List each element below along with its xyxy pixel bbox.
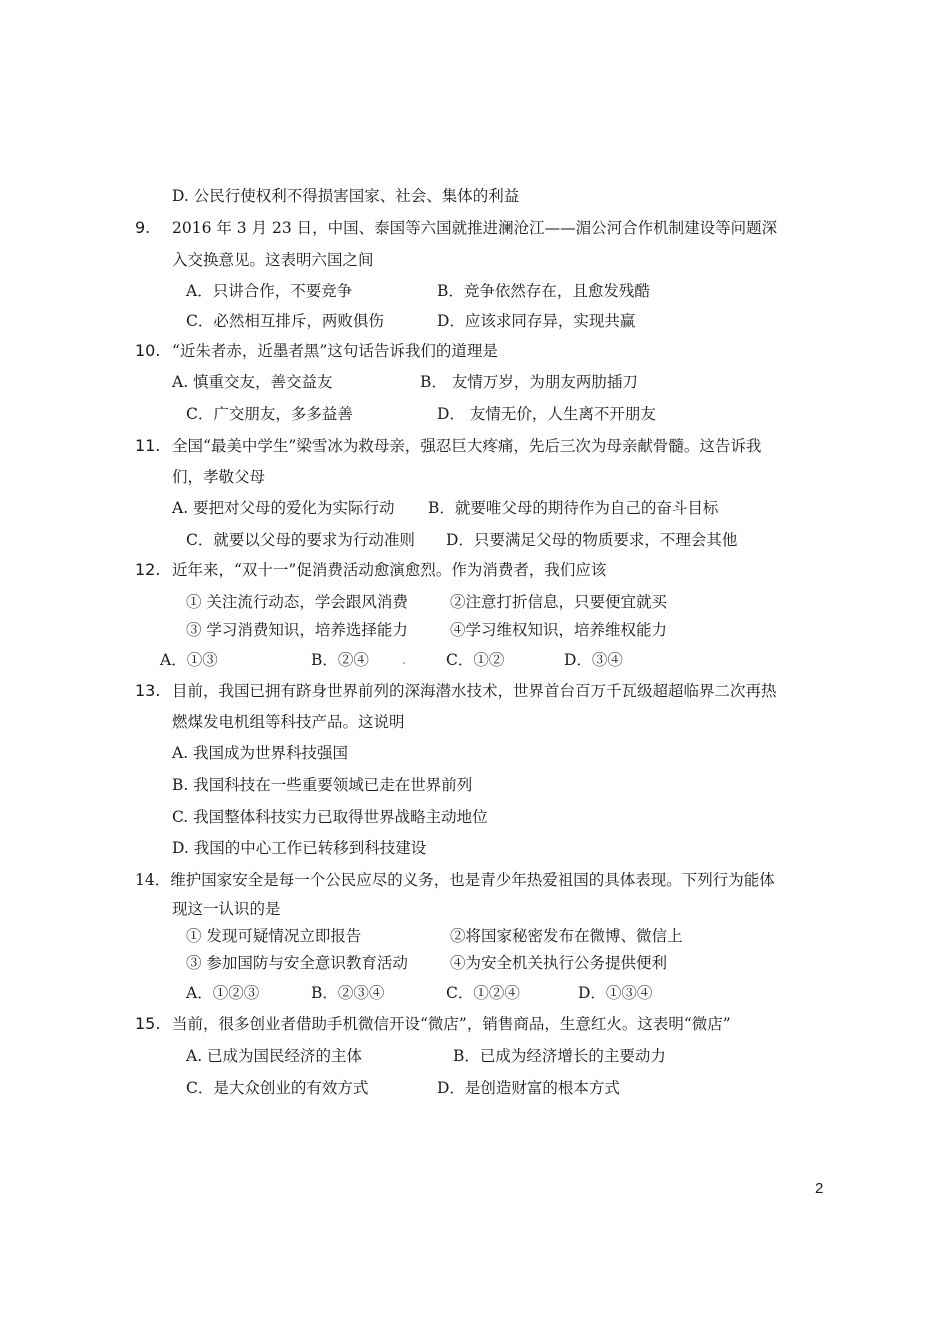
q14-statement-4: ④为安全机关执行公务提供便利 [450, 954, 668, 972]
q9-option-b: B．竞争依然存在，且愈发残酷 [437, 282, 650, 300]
q9-number: 9. [135, 218, 151, 237]
q12-option-c: C．①② [446, 651, 505, 669]
q11-option-a: A. 要把对父母的爱化为实际行动 [172, 499, 395, 517]
q14-option-a: A．①②③ [186, 984, 260, 1002]
q11-option-b: B．就要唯父母的期待作为自己的奋斗目标 [428, 499, 719, 517]
q15-number: 15. [135, 1014, 161, 1033]
q10-option-d: D． 友情无价，人生离不开朋友 [437, 405, 656, 423]
q9-option-a: A．只讲合作，不要竞争 [186, 282, 353, 300]
q14-statement-3: ③ 参加国防与安全意识教育活动 [186, 954, 408, 972]
q14-option-c: C．①②④ [446, 984, 520, 1002]
q13-stem-line1: 目前，我国已拥有跻身世界前列的深海潜水技术，世界首台百万千瓦级超超临界二次再热 [172, 682, 777, 700]
q12-option-b: B．②④ [311, 651, 369, 669]
q14-statement-2: ②将国家秘密发布在微博、微信上 [450, 927, 683, 945]
q9-option-c: C．必然相互排斥，两败俱伤 [186, 312, 384, 330]
q14-statement-1: ① 发现可疑情况立即报告 [186, 927, 362, 945]
q12-number: 12. [135, 560, 161, 579]
q13-option-c: C. 我国整体科技实力已取得世界战略主动地位 [172, 808, 488, 826]
q11-option-c: C．就要以父母的要求为行动准则 [186, 531, 415, 549]
q11-option-d: D．只要满足父母的物质要求，不理会其他 [446, 531, 738, 549]
q10-number: 10. [135, 341, 161, 360]
q14-stem-line2: 现这一认识的是 [172, 900, 281, 918]
q9-option-d: D．应该求同存异，实现共赢 [437, 312, 636, 330]
q15-option-d: D．是创造财富的根本方式 [437, 1079, 620, 1097]
q9-stem-line2: 入交换意见。这表明六国之间 [172, 251, 374, 269]
page-number: 2 [815, 1180, 824, 1197]
stray-dot-mark [403, 662, 405, 664]
q14-stem-line1: 14．维护国家安全是每一个公民应尽的义务，也是青少年热爱祖国的具体表现。下列行为能体 [135, 871, 775, 889]
q12-statement-4: ④学习维权知识，培养维权能力 [450, 621, 668, 639]
q11-stem-line1: 全国“最美中学生”梁雪冰为救母亲，强忍巨大疼痛，先后三次为母亲献骨髓。这告诉我 [172, 437, 762, 455]
q12-statement-1: ① 关注流行动态，学会跟风消费 [186, 593, 408, 611]
q11-stem-line2: 们，孝敬父母 [172, 468, 266, 486]
q12-statement-3: ③ 学习消费知识，培养选择能力 [186, 621, 408, 639]
q12-option-a: A．①③ [160, 651, 218, 669]
q13-option-b: B. 我国科技在一些重要领域已走在世界前列 [172, 776, 473, 794]
q14-option-d: D．①③④ [578, 984, 653, 1002]
q15-option-c: C．是大众创业的有效方式 [186, 1079, 369, 1097]
q10-option-b: B． 友情万岁，为朋友两肋插刀 [420, 373, 638, 391]
q13-option-d: D. 我国的中心工作已转移到科技建设 [172, 839, 427, 857]
prev-option-d: D. 公民行使权利不得损害国家、社会、集体的利益 [172, 187, 520, 205]
q12-stem-line1: 近年来，“双十一”促消费活动愈演愈烈。作为消费者，我们应该 [172, 561, 607, 579]
q13-stem-line2: 燃煤发电机组等科技产品。这说明 [172, 713, 405, 731]
q10-option-c: C．广交朋友，多多益善 [186, 405, 353, 423]
q15-option-a: A. 已成为国民经济的主体 [186, 1047, 363, 1065]
q12-statement-2: ②注意打折信息，只要便宜就买 [450, 593, 668, 611]
q12-option-d: D．③④ [564, 651, 623, 669]
q10-option-a: A. 慎重交友，善交益友 [172, 373, 333, 391]
q13-number: 13. [135, 681, 161, 700]
q15-stem-line1: 当前，很多创业者借助手机微信开设“微店”，销售商品，生意红火。这表明“微店” [172, 1015, 731, 1033]
q14-option-b: B．②③④ [311, 984, 385, 1002]
q13-option-a: A. 我国成为世界科技强国 [172, 744, 349, 762]
q9-stem-line1: 2016 年 3 月 23 日，中国、泰国等六国就推进澜沧江——湄公河合作机制建设等问题深 [172, 219, 778, 237]
q10-stem-line1: “近朱者赤，近墨者黑”这句话告诉我们的道理是 [172, 342, 498, 360]
q15-option-b: B．已成为经济增长的主要动力 [453, 1047, 666, 1065]
q11-number: 11. [135, 436, 161, 455]
